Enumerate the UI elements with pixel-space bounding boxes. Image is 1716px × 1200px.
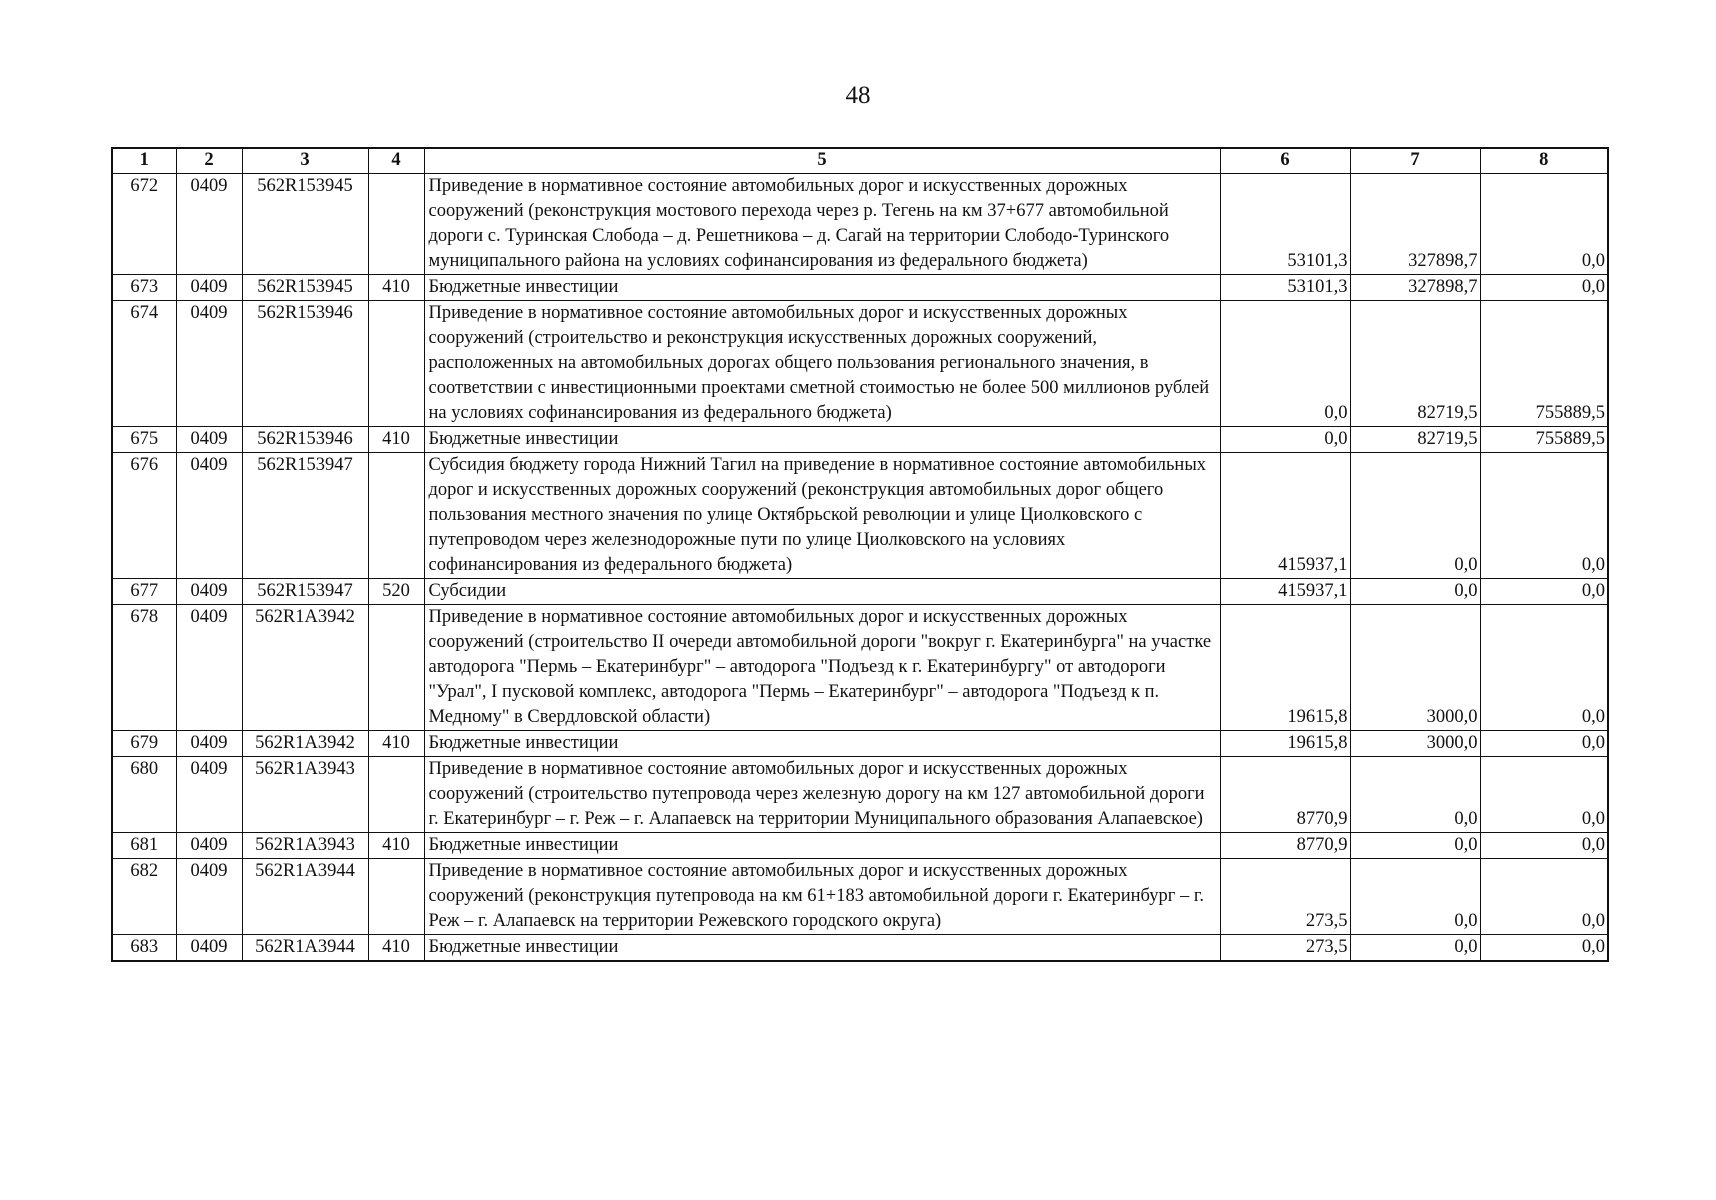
table-row: [112, 453, 1608, 579]
item-name: Бюджетные инвестиции: [424, 833, 1220, 859]
item-name: Бюджетные инвестиции: [424, 427, 1220, 453]
col-header-3: 3: [242, 148, 368, 174]
expense-type: 410: [368, 427, 424, 453]
item-name: Приведение в нормативное состояние автомобильных дорог и искусственных дорожных сооружений (реконструкция мостового перехода через р. Тегень на км 37+677 автомобильной дороги с. Туринская Слобода – д. Решетникова – д. Сагай на территории Слободо-Туринского муниципального района на условиях софинансирования из федерального бюджета): [424, 174, 1220, 275]
value-col-6: 415937,1: [1220, 453, 1350, 579]
row-number: 679: [112, 731, 176, 757]
col-header-7: 7: [1350, 148, 1480, 174]
item-name: Субсидии: [424, 579, 1220, 605]
value-col-8: 0,0: [1480, 453, 1608, 579]
table-row: [112, 174, 1608, 275]
target-code: 562R1A3944: [242, 859, 368, 935]
section-code: 0409: [176, 275, 242, 301]
target-code: 562R153947: [242, 453, 368, 579]
section-code: 0409: [176, 757, 242, 833]
header-row: [112, 148, 1608, 174]
expense-type: [368, 453, 424, 579]
target-code: 562R1A3942: [242, 605, 368, 731]
value-col-6: 8770,9: [1220, 757, 1350, 833]
budget-table: [111, 147, 1609, 962]
target-code: 562R153947: [242, 579, 368, 605]
item-name: Приведение в нормативное состояние автомобильных дорог и искусственных дорожных сооружений (строительство путепровода через железную дорогу на км 127 автомобильной дороги г. Екатеринбург – г. Реж – г. Алапаевск на территории Муниципального образования Алапаевское): [424, 757, 1220, 833]
section-code: 0409: [176, 833, 242, 859]
target-code: 562R153945: [242, 174, 368, 275]
section-code: 0409: [176, 301, 242, 427]
target-code: 562R1A3943: [242, 757, 368, 833]
value-col-6: 415937,1: [1220, 579, 1350, 605]
expense-type: 410: [368, 833, 424, 859]
expense-type: [368, 757, 424, 833]
col-header-8: 8: [1480, 148, 1608, 174]
value-col-7: 82719,5: [1350, 301, 1480, 427]
value-col-6: 273,5: [1220, 859, 1350, 935]
row-number: 672: [112, 174, 176, 275]
col-header-4: 4: [368, 148, 424, 174]
value-col-6: 8770,9: [1220, 833, 1350, 859]
item-name: Бюджетные инвестиции: [424, 731, 1220, 757]
table-row: [112, 833, 1608, 859]
value-col-8: 755889,5: [1480, 427, 1608, 453]
expense-type: 410: [368, 731, 424, 757]
item-name: Приведение в нормативное состояние автомобильных дорог и искусственных дорожных сооружений (строительство и реконструкция искусственных дорожных сооружений, расположенных на автомобильных дорогах общего пользования регионального значения, в соответствии с инвестиционными проектами сметной стоимостью не более 500 миллионов рублей на условиях софинансирования из федерального бюджета): [424, 301, 1220, 427]
section-code: 0409: [176, 174, 242, 275]
page-number: 48: [845, 82, 871, 109]
section-code: 0409: [176, 731, 242, 757]
value-col-7: 0,0: [1350, 453, 1480, 579]
table-row: [112, 427, 1608, 453]
section-code: 0409: [176, 859, 242, 935]
col-header-6: 6: [1220, 148, 1350, 174]
item-name: Бюджетные инвестиции: [424, 275, 1220, 301]
value-col-8: 0,0: [1480, 731, 1608, 757]
section-code: 0409: [176, 605, 242, 731]
row-number: 678: [112, 605, 176, 731]
value-col-8: 0,0: [1480, 605, 1608, 731]
expense-type: 520: [368, 579, 424, 605]
value-col-8: 755889,5: [1480, 301, 1608, 427]
row-number: 681: [112, 833, 176, 859]
section-code: 0409: [176, 427, 242, 453]
table-row: [112, 859, 1608, 935]
value-col-7: 0,0: [1350, 757, 1480, 833]
row-number: 680: [112, 757, 176, 833]
table-row: [112, 935, 1608, 962]
table-row: [112, 579, 1608, 605]
target-code: 562R153945: [242, 275, 368, 301]
row-number: 683: [112, 935, 176, 962]
value-col-8: 0,0: [1480, 757, 1608, 833]
row-number: 682: [112, 859, 176, 935]
item-name: Бюджетные инвестиции: [424, 935, 1220, 962]
value-col-6: 53101,3: [1220, 275, 1350, 301]
value-col-8: 0,0: [1480, 859, 1608, 935]
value-col-7: 327898,7: [1350, 174, 1480, 275]
table-row: [112, 605, 1608, 731]
item-name: Приведение в нормативное состояние автомобильных дорог и искусственных дорожных сооружений (реконструкция путепровода на км 61+183 автомобильной дороги г. Екатеринбург – г. Реж – г. Алапаевск на территории Режевского городского округа): [424, 859, 1220, 935]
value-col-6: 273,5: [1220, 935, 1350, 962]
value-col-6: 0,0: [1220, 301, 1350, 427]
value-col-6: 53101,3: [1220, 174, 1350, 275]
target-code: 562R153946: [242, 427, 368, 453]
value-col-7: 0,0: [1350, 833, 1480, 859]
row-number: 677: [112, 579, 176, 605]
section-code: 0409: [176, 453, 242, 579]
section-code: 0409: [176, 935, 242, 962]
value-col-8: 0,0: [1480, 935, 1608, 962]
value-col-8: 0,0: [1480, 579, 1608, 605]
section-code: 0409: [176, 579, 242, 605]
table-row: [112, 275, 1608, 301]
col-header-1: 1: [112, 148, 176, 174]
item-name: Субсидия бюджету города Нижний Тагил на приведение в нормативное состояние автомобильных дорог и искусственных дорожных сооружений (реконструкция автомобильных дорог общего пользования местного значения по улице Октябрьской революции и улице Циолковского с путепроводом через железнодорожные пути по улице Циолковского на условиях софинансирования из федерального бюджета): [424, 453, 1220, 579]
table-row: [112, 301, 1608, 427]
value-col-8: 0,0: [1480, 174, 1608, 275]
row-number: 676: [112, 453, 176, 579]
expense-type: [368, 605, 424, 731]
value-col-7: 327898,7: [1350, 275, 1480, 301]
target-code: 562R1A3944: [242, 935, 368, 962]
target-code: 562R1A3942: [242, 731, 368, 757]
value-col-6: 19615,8: [1220, 605, 1350, 731]
value-col-7: 3000,0: [1350, 605, 1480, 731]
row-number: 674: [112, 301, 176, 427]
value-col-7: 82719,5: [1350, 427, 1480, 453]
value-col-6: 0,0: [1220, 427, 1350, 453]
col-header-5: 5: [424, 148, 1220, 174]
item-name: Приведение в нормативное состояние автомобильных дорог и искусственных дорожных сооружений (строительство II очереди автомобильной дороги "вокруг г. Екатеринбурга" на участке автодорога "Пермь – Екатеринбург" – автодорога "Подъезд к г. Екатеринбургу" от автодороги "Урал", I пусковой комплекс, автодорога "Пермь – Екатеринбург" – автодорога "Подъезд к п. Медному" в Свердловской области): [424, 605, 1220, 731]
expense-type: 410: [368, 935, 424, 962]
value-col-8: 0,0: [1480, 275, 1608, 301]
target-code: 562R153946: [242, 301, 368, 427]
expense-type: [368, 174, 424, 275]
value-col-7: 3000,0: [1350, 731, 1480, 757]
expense-type: 410: [368, 275, 424, 301]
value-col-7: 0,0: [1350, 935, 1480, 962]
table-row: [112, 757, 1608, 833]
value-col-8: 0,0: [1480, 833, 1608, 859]
value-col-6: 19615,8: [1220, 731, 1350, 757]
table-row: [112, 731, 1608, 757]
expense-type: [368, 859, 424, 935]
value-col-7: 0,0: [1350, 579, 1480, 605]
expense-type: [368, 301, 424, 427]
target-code: 562R1A3943: [242, 833, 368, 859]
col-header-2: 2: [176, 148, 242, 174]
row-number: 673: [112, 275, 176, 301]
value-col-7: 0,0: [1350, 859, 1480, 935]
row-number: 675: [112, 427, 176, 453]
